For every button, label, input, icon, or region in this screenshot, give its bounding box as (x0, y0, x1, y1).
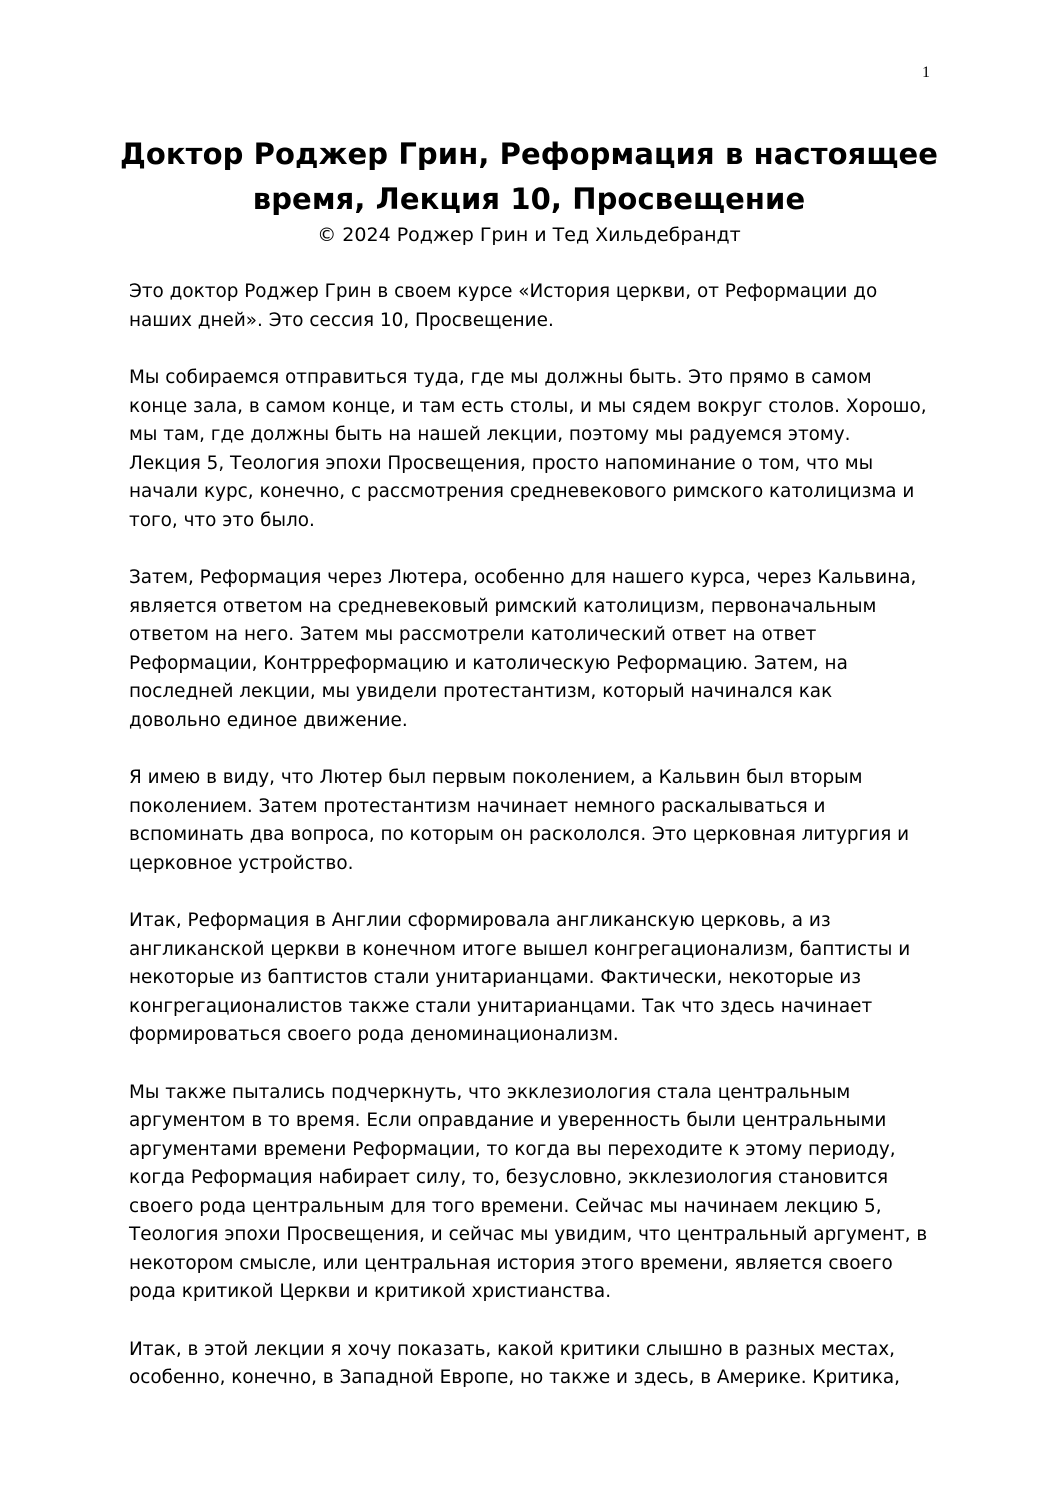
text-line: Итак, Реформация в Англии сформировала англиканскую церковь, а из (129, 910, 831, 931)
copyright-notice: © 2024 Роджер Грин и Тед Хильдебрандт (317, 224, 741, 246)
text-line: Теология эпохи Просвещения, и сейчас мы увидим, что центральный аргумент, в (129, 1224, 928, 1245)
text-line: церковное устройство. (129, 852, 354, 874)
title-line: время, Лекция 10, Просвещение (252, 182, 806, 216)
text-line: аргументами времени Реформации, то когда вы переходите к этому периоду, (129, 1138, 896, 1160)
text-line: Итак, в этой лекции я хочу показать, какой критики слышно в разных местах, (129, 1338, 895, 1360)
page-number: 1 (922, 64, 930, 81)
text-line: наших дней». Это сессия 10, Просвещение. (129, 309, 554, 331)
text-line: конгрегационалистов также стали унитарианцами. Так что здесь начинает (129, 995, 873, 1017)
text-line: Затем, Реформация через Лютера, особенно для нашего курса, через Кальвина, (129, 567, 917, 588)
text-line: довольно единое движение. (129, 709, 408, 731)
text-line: вспоминать два вопроса, по которым он раскололся. Это церковная литургия и (129, 824, 910, 845)
paragraph (129, 1336, 929, 1393)
text-line: рода критикой Церкви и критикой христианства. (129, 1281, 612, 1302)
paragraph (129, 364, 929, 535)
text-line: англиканской церкви в конечном итоге вышел конгрегационализм, баптисты и (129, 938, 911, 960)
text-line: мы там, где должны быть на нашей лекции, поэтому мы радуемся этому. (129, 424, 851, 445)
document-body (129, 278, 929, 1393)
paragraph (129, 764, 929, 878)
text-line: начали курс, конечно, с рассмотрения средневекового римского католицизма и (129, 481, 915, 502)
text-line: Мы также пытались подчеркнуть, что экклезиология стала центральным (129, 1081, 851, 1103)
text-line: поколением. Затем протестантизм начинает немного раскалываться и (129, 795, 826, 817)
text-line: особенно, конечно, в Западной Европе, но также и здесь, в Америке. Критика, (129, 1367, 900, 1388)
text-line: когда Реформация набирает силу, то, безусловно, экклезиология становится (129, 1167, 889, 1188)
text-line: Я имею в виду, что Лютер был первым поколением, а Кальвин был вторым (129, 767, 863, 788)
text-line: последней лекции, мы увидели протестантизм, который начинался как (129, 681, 833, 702)
text-line: Мы собираемся отправиться туда, где мы должны быть. Это прямо в самом (129, 367, 872, 388)
text-line: Реформации, Контрреформацию и католическую Реформацию. Затем, на (129, 652, 848, 674)
text-line: того, что это было. (129, 509, 315, 531)
text-line: формироваться своего рода деноминационализм. (129, 1024, 619, 1045)
text-line: некоторые из баптистов стали унитарианцами. Фактически, некоторые из (129, 967, 862, 988)
text-line: аргументом в то время. Если оправдание и уверенность были центральными (129, 1110, 887, 1131)
text-line: своего рода центральным для того времени. Сейчас мы начинаем лекцию 5, (129, 1195, 882, 1217)
text-line: конце зала, в самом конце, и там есть столы, и мы сядем вокруг столов. Хорошо, (129, 395, 927, 417)
paragraph (129, 564, 929, 735)
text-line: Это доктор Роджер Грин в своем курсе «История церкви, от Реформации до (129, 281, 878, 302)
title-line: Доктор Роджер Грин, Реформация в настоящее (119, 137, 939, 171)
text-line: некотором смысле, или центральная история этого времени, является своего (129, 1252, 893, 1274)
document-title (90, 132, 968, 222)
text-line: является ответом на средневековый римский католицизм, первоначальным (129, 595, 877, 617)
text-line: ответом на него. Затем мы рассмотрели католический ответ на ответ (129, 624, 817, 645)
text-line: Лекция 5, Теология эпохи Просвещения, просто напоминание о том, что мы (129, 452, 874, 474)
paragraph (129, 907, 929, 1050)
paragraph (129, 1079, 929, 1307)
paragraph (129, 278, 929, 335)
